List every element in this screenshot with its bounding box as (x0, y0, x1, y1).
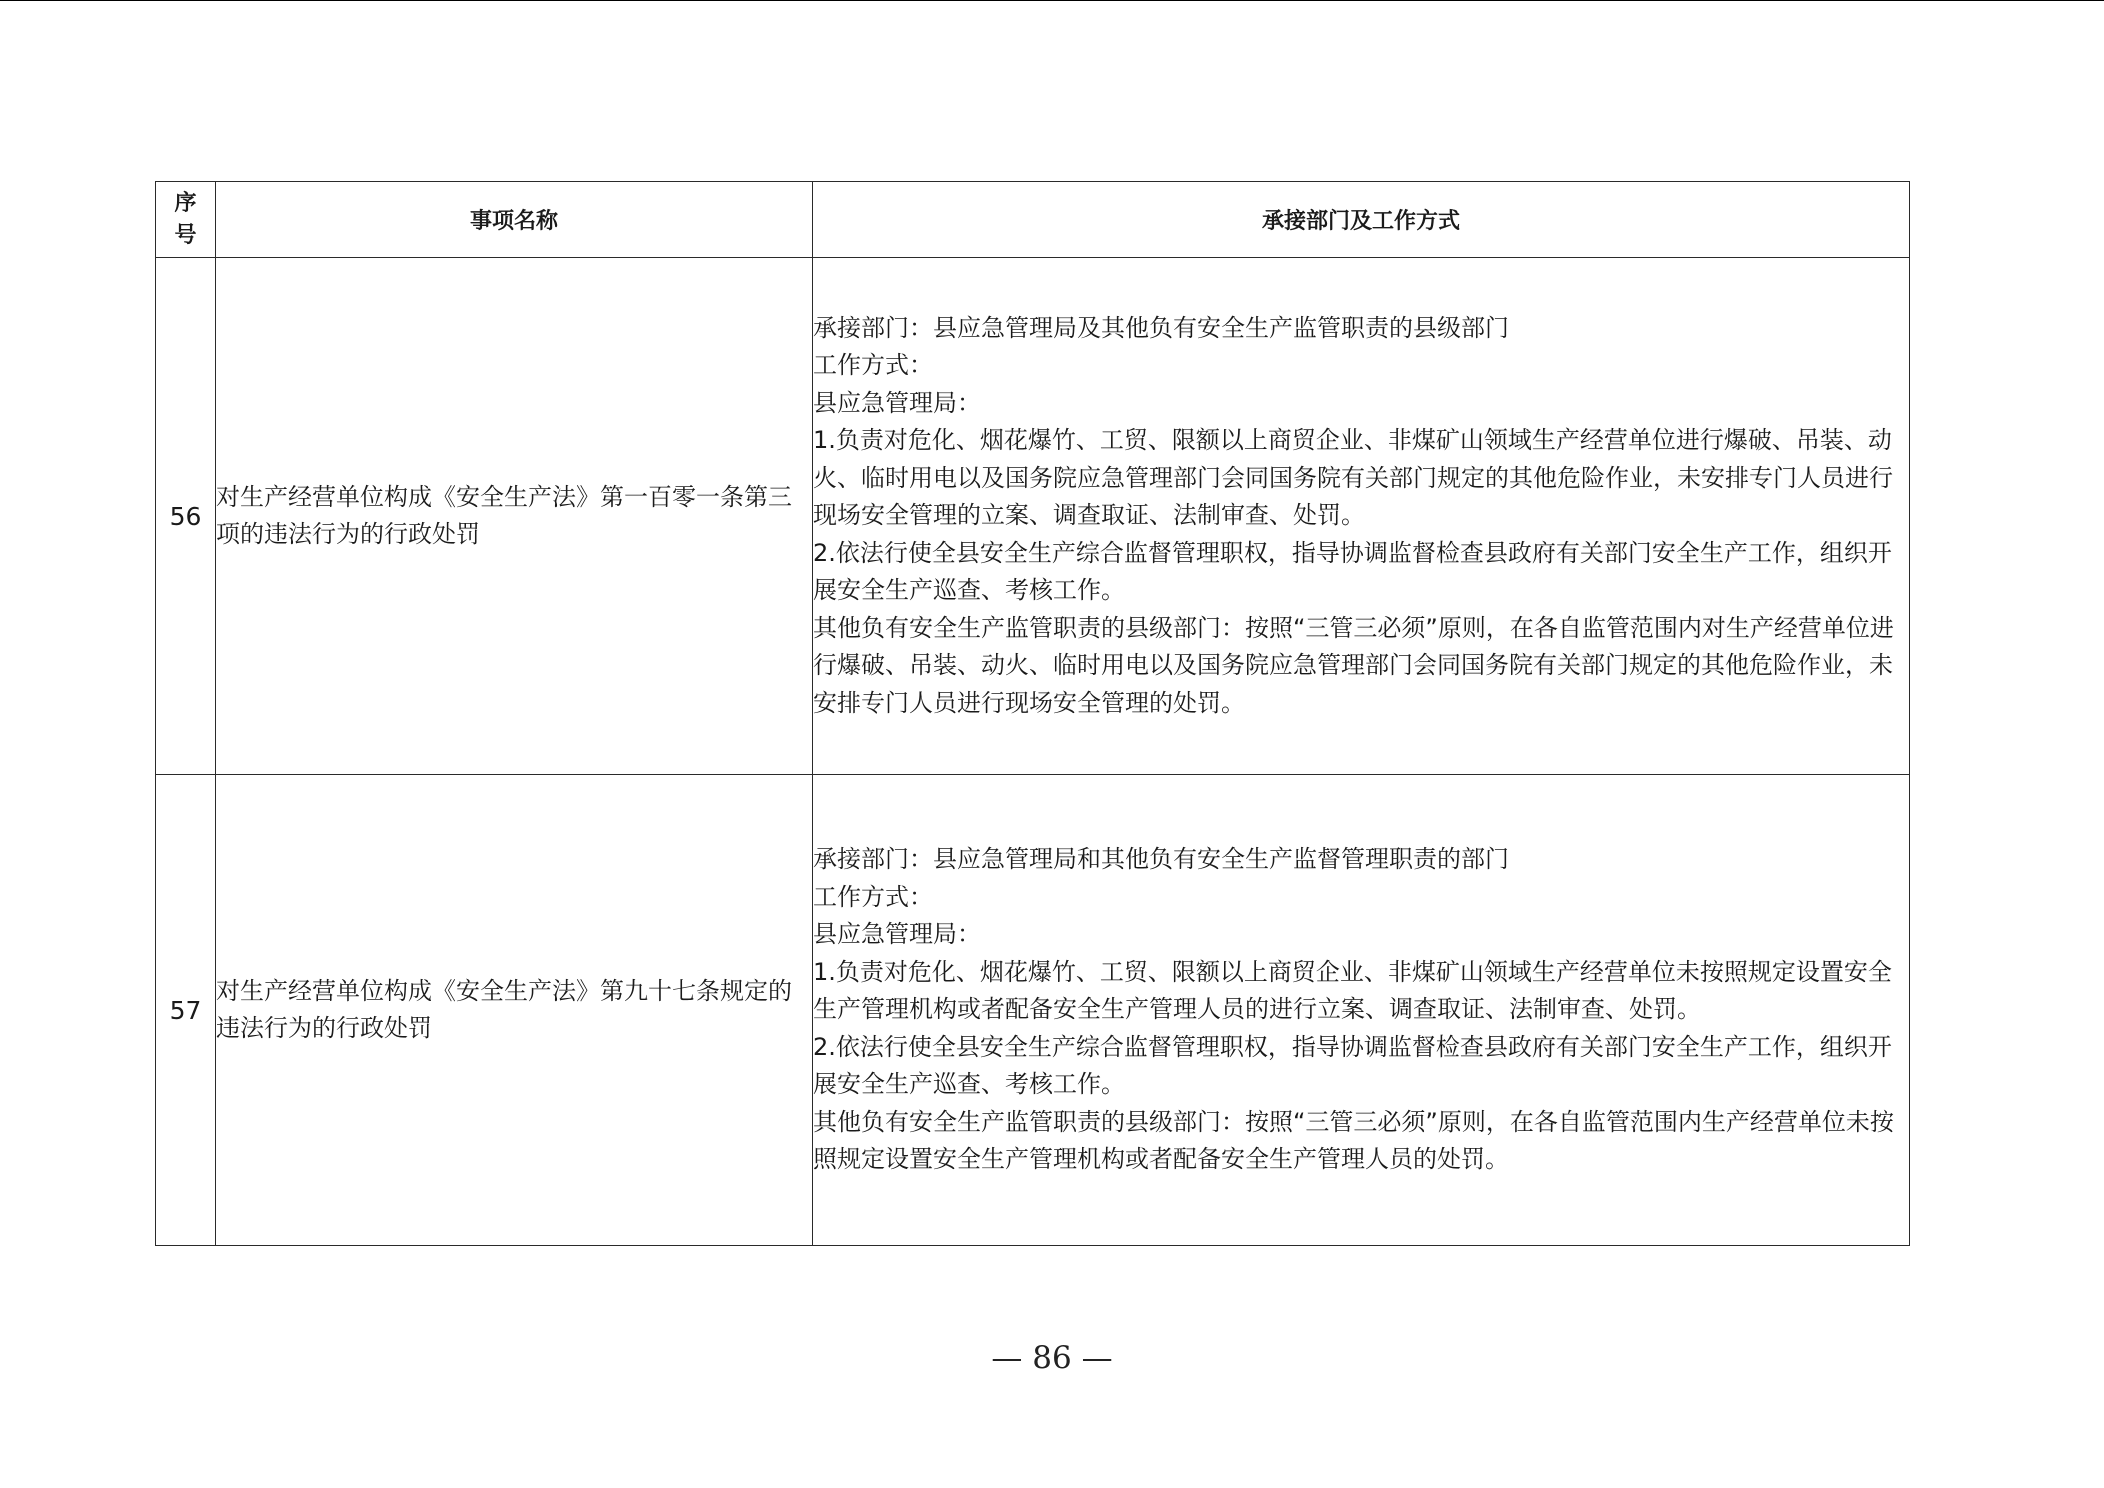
row-number: 57 (156, 775, 216, 1246)
detail-line: 承接部门：县应急管理局和其他负有安全生产监督管理职责的部门 (813, 845, 1509, 874)
detail-line: 县应急管理局： (813, 388, 981, 417)
row-number: 56 (156, 258, 216, 775)
detail-line: 1.负责对危化、烟花爆竹、工贸、限额以上商贸企业、非煤矿山领域生产经营单位进行爆破、吊装、动火、临时用电以及国务院应急管理部门会同国务院有关部门规定的其他危险作业，未安排专门人员进行现场安全管理的立案、调查取证、法制审查、处罚。 (813, 426, 1893, 530)
header-department-method: 承接部门及工作方式 (813, 182, 1910, 258)
table-row (156, 775, 1910, 1246)
matters-table (155, 181, 1910, 1246)
matter-name: 对生产经营单位构成《安全生产法》第九十七条规定的违法行为的行政处罚 (216, 775, 813, 1246)
department-method-detail (813, 775, 1910, 1246)
header-matter-name: 事项名称 (216, 182, 813, 258)
detail-line: 工作方式： (813, 351, 933, 380)
detail-line: 2.依法行使全县安全生产综合监督管理职权，指导协调监督检查县政府有关部门安全生产工作，组织开展安全生产巡查、考核工作。 (813, 1032, 1892, 1099)
detail-line: 工作方式： (813, 882, 933, 911)
detail-line: 承接部门：县应急管理局及其他负有安全生产监管职责的县级部门 (813, 313, 1509, 342)
department-method-detail (813, 258, 1910, 775)
table-header-row (156, 182, 1910, 258)
detail-line: 1.负责对危化、烟花爆竹、工贸、限额以上商贸企业、非煤矿山领域生产经营单位未按照规定设置安全生产管理机构或者配备安全生产管理人员的进行立案、调查取证、法制审查、处罚。 (813, 957, 1892, 1024)
detail-line: 县应急管理局： (813, 920, 981, 949)
header-serial-line1: 序 (174, 190, 197, 216)
header-serial-line2: 号 (174, 222, 197, 248)
detail-line: 2.依法行使全县安全生产综合监督管理职权，指导协调监督检查县政府有关部门安全生产工作，组织开展安全生产巡查、考核工作。 (813, 538, 1892, 605)
page-number: — 86 — (991, 1340, 1113, 1376)
matter-name: 对生产经营单位构成《安全生产法》第一百零一条第三项的违法行为的行政处罚 (216, 258, 813, 775)
page-top-border (0, 0, 2104, 1)
detail-line: 其他负有安全生产监管职责的县级部门：按照“三管三必须”原则，在各自监管范围内对生产经营单位进行爆破、吊装、动火、临时用电以及国务院应急管理部门会同国务院有关部门规定的其他危险作业，未安排专门人员进行现场安全管理的处罚。 (813, 613, 1894, 717)
detail-line: 其他负有安全生产监管职责的县级部门：按照“三管三必须”原则，在各自监管范围内生产经营单位未按照规定设置安全生产管理机构或者配备安全生产管理人员的处罚。 (813, 1107, 1894, 1174)
header-serial-number (156, 182, 216, 258)
table-row (156, 258, 1910, 775)
